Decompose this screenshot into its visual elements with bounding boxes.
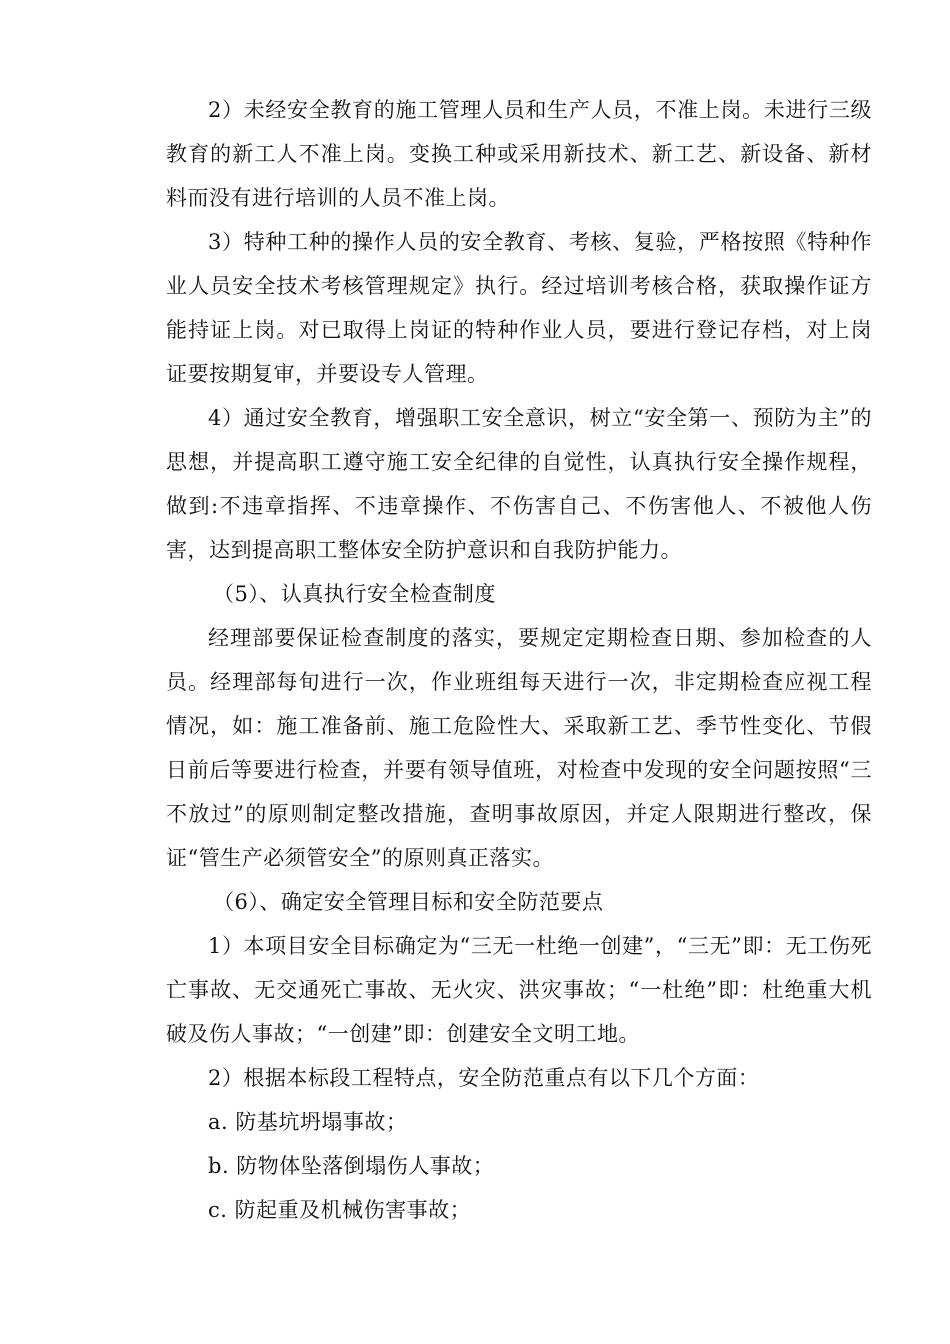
paragraph-item-4: 4）通过安全教育，增强职工安全意识，树立“安全第一、预防为主”的思想，并提高职工遵守施工安全纪律的自觉性，认真执行安全操作规程，做到:不违章指挥、不违章操作、不伤害自己、不伤害他人、不被他人伤害，达到提高职工整体安全防护意识和自我防护能力。 — [166, 406, 872, 562]
paragraph-target-1: 1）本项目安全目标确定为“三无一杜绝一创建”，“三无”即：无工伤死亡事故、无交通死亡事故、无火灾、洪灾事故；“一杜绝”即：杜绝重大机破及伤人事故；“一创建”即：创建安全文明工地。 — [166, 934, 872, 1046]
paragraph-item-2: 2）未经安全教育的施工管理人员和生产人员，不准上岗。未进行三级教育的新工人不准上岗。变换工种或采用新技术、新工艺、新设备、新材料而没有进行培训的人员不准上岗。 — [166, 98, 872, 210]
list-item-b: b. 防物体坠落倒塌伤人事故； — [208, 1154, 495, 1178]
paragraph-inspection: 经理部要保证检查制度的落实，要规定定期检查日期、参加检查的人员。经理部每旬进行一次，作业班组每天进行一次，非定期检查应视工程情况，如：施工准备前、施工危险性大、采取新工艺、季节性变化、节假日前后等要进行检查，并要有领导值班，对检查中发现的安全问题按照“三不放过”的原则制定整改措施，查明事故原因，并定人限期进行整改，保证“管生产必须管安全”的原则真正落实。 — [166, 626, 872, 870]
paragraph-target-2: 2）根据本标段工程特点，安全防范重点有以下几个方面： — [208, 1066, 760, 1090]
list-item-c: c. 防起重及机械伤害事故； — [208, 1198, 472, 1222]
list-item-a: a. 防基坑坍塌事故； — [208, 1110, 408, 1134]
document-body — [166, 88, 872, 1232]
paragraph-item-3: 3）特种工种的操作人员的安全教育、考核、复验，严格按照《特种作业人员安全技术考核管理规定》执行。经过培训考核合格，获取操作证方能持证上岗。对已取得上岗证的特种作业人员，要进行登记存档，对上岗证要按期复审，并要设专人管理。 — [166, 230, 872, 386]
section-heading-6: （6）、确定安全管理目标和安全防范要点 — [213, 890, 604, 914]
section-heading-5: （5）、认真执行安全检查制度 — [213, 582, 496, 606]
